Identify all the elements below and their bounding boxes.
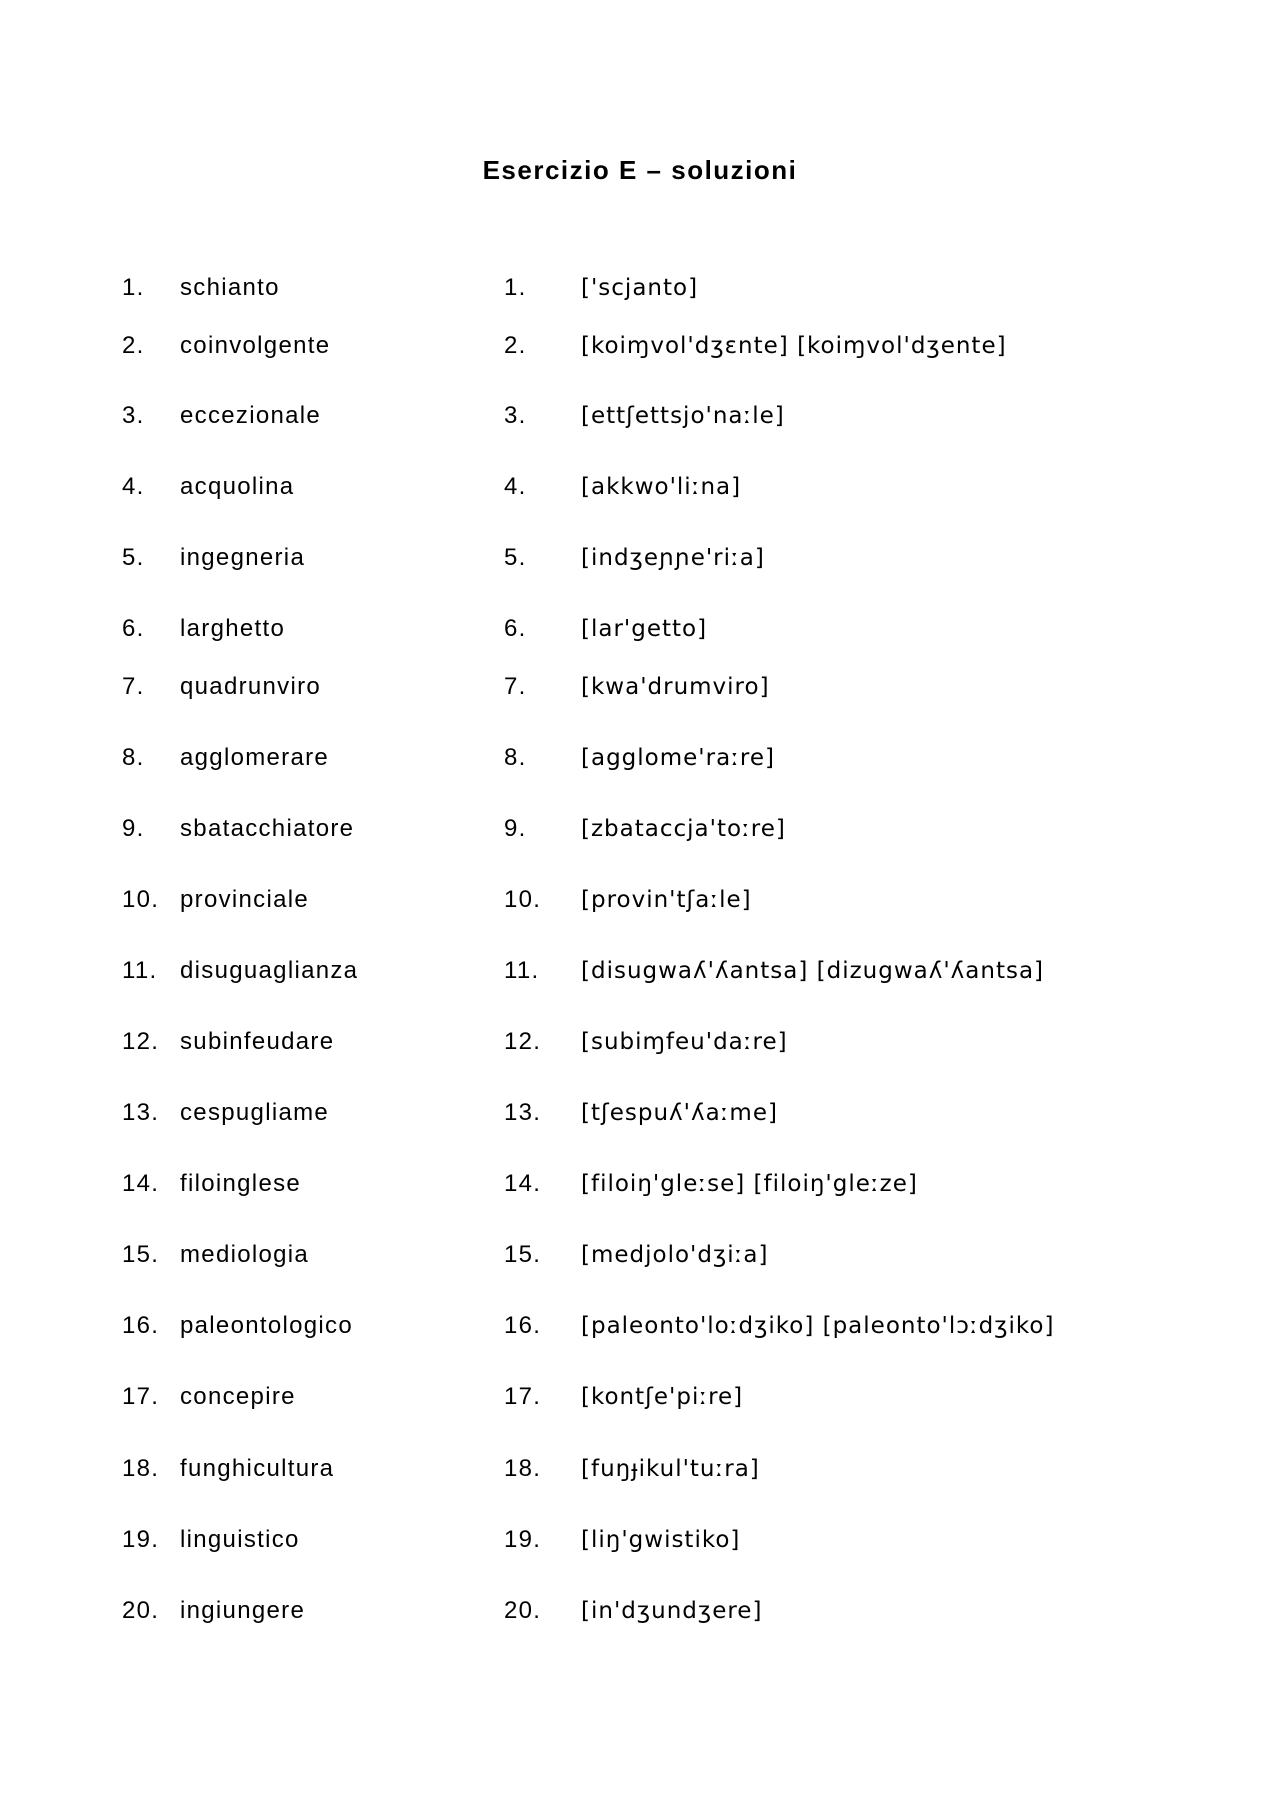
ipa-transcription: [koiɱvol'dʒɛnte] [koiɱvol'dʒente]	[581, 333, 1007, 359]
list-item	[0, 1308, 1280, 1344]
list-item	[0, 611, 1280, 647]
item-word: ingiungere	[180, 1597, 306, 1624]
solution-number: 1.	[504, 274, 527, 301]
item-number: 20.	[122, 1597, 160, 1624]
item-number: 17.	[122, 1383, 160, 1410]
solution-number: 14.	[504, 1170, 542, 1197]
solution-number: 5.	[504, 544, 527, 571]
ipa-transcription: [tʃespuʎ'ʎaːme]	[581, 1100, 778, 1126]
solution-number: 20.	[504, 1597, 542, 1624]
item-word: linguistico	[180, 1526, 300, 1553]
list-item	[0, 1095, 1280, 1131]
list-item	[0, 1379, 1280, 1415]
ipa-transcription: [fuŋɟikul'tuːra]	[581, 1456, 760, 1482]
list-item	[0, 1166, 1280, 1202]
ipa-transcription: [zbataccja'toːre]	[581, 816, 786, 842]
ipa-transcription: [filoiŋ'gleːse] [filoiŋ'gleːze]	[581, 1171, 918, 1197]
item-number: 4.	[122, 473, 145, 500]
item-word: paleontologico	[180, 1312, 353, 1339]
ipa-transcription: [ettʃettsjo'naːle]	[581, 403, 785, 429]
ipa-transcription: [lar'getto]	[581, 616, 708, 642]
item-word: cespugliame	[180, 1099, 330, 1126]
ipa-transcription: [kontʃe'piːre]	[581, 1384, 744, 1410]
item-word: eccezionale	[180, 402, 322, 429]
solution-number: 13.	[504, 1099, 542, 1126]
list-item	[0, 469, 1280, 505]
item-word: agglomerare	[180, 744, 330, 771]
item-number: 19.	[122, 1526, 160, 1553]
item-number: 16.	[122, 1312, 160, 1339]
item-word: provinciale	[180, 886, 310, 913]
item-word: sbatacchiatore	[180, 815, 355, 842]
ipa-transcription: [medjolo'dʒiːa]	[581, 1242, 769, 1268]
item-number: 7.	[122, 673, 145, 700]
solution-number: 2.	[504, 332, 527, 359]
item-number: 15.	[122, 1241, 160, 1268]
item-number: 1.	[122, 274, 145, 301]
item-word: larghetto	[180, 615, 286, 642]
solution-number: 9.	[504, 815, 527, 842]
ipa-transcription: [liŋ'gwistiko]	[581, 1527, 741, 1553]
ipa-transcription: ['scjanto]	[581, 275, 699, 301]
solution-number: 4.	[504, 473, 527, 500]
list-item	[0, 882, 1280, 918]
item-word: funghicultura	[180, 1455, 335, 1482]
solution-number: 8.	[504, 744, 527, 771]
list-item	[0, 1024, 1280, 1060]
solution-number: 17.	[504, 1383, 542, 1410]
list-item	[0, 398, 1280, 434]
item-number: 13.	[122, 1099, 160, 1126]
ipa-transcription: [kwa'drumviro]	[581, 674, 770, 700]
ipa-transcription: [in'dʒundʒere]	[581, 1598, 763, 1624]
solution-number: 19.	[504, 1526, 542, 1553]
item-number: 2.	[122, 332, 145, 359]
solution-number: 10.	[504, 886, 542, 913]
item-word: acquolina	[180, 473, 295, 500]
item-word: ingegneria	[180, 544, 306, 571]
list-item	[0, 1237, 1280, 1273]
solution-number: 16.	[504, 1312, 542, 1339]
ipa-transcription: [agglome'raːre]	[581, 745, 775, 771]
item-number: 8.	[122, 744, 145, 771]
solution-number: 18.	[504, 1455, 542, 1482]
list-item	[0, 270, 1280, 306]
item-number: 6.	[122, 615, 145, 642]
solution-number: 6.	[504, 615, 527, 642]
item-number: 9.	[122, 815, 145, 842]
item-number: 14.	[122, 1170, 160, 1197]
item-number: 11.	[122, 957, 158, 984]
solution-number: 3.	[504, 402, 527, 429]
list-item	[0, 328, 1280, 364]
item-word: mediologia	[180, 1241, 310, 1268]
solution-number: 12.	[504, 1028, 542, 1055]
ipa-transcription: [akkwo'liːna]	[581, 474, 742, 500]
ipa-transcription: [indʒeɲɲe'riːa]	[581, 545, 765, 571]
item-number: 12.	[122, 1028, 160, 1055]
page-title: Esercizio E – soluzioni	[482, 155, 798, 185]
item-word: quadrunviro	[180, 673, 322, 700]
item-number: 18.	[122, 1455, 160, 1482]
list-item	[0, 540, 1280, 576]
ipa-transcription: [provin'tʃaːle]	[581, 887, 752, 913]
ipa-transcription: [subiɱfeu'daːre]	[581, 1029, 788, 1055]
ipa-transcription: [paleonto'loːdʒiko] [paleonto'lɔːdʒiko]	[581, 1313, 1055, 1339]
list-item	[0, 811, 1280, 847]
solution-number: 11.	[504, 957, 540, 984]
item-word: concepire	[180, 1383, 296, 1410]
item-word: subinfeudare	[180, 1028, 335, 1055]
item-number: 5.	[122, 544, 145, 571]
solution-number: 15.	[504, 1241, 542, 1268]
item-word: filoinglese	[180, 1170, 302, 1197]
item-word: disuguaglianza	[180, 957, 359, 984]
item-number: 3.	[122, 402, 145, 429]
solution-number: 7.	[504, 673, 527, 700]
item-number: 10.	[122, 886, 160, 913]
ipa-transcription: [disugwaʎ'ʎantsa] [dizugwaʎ'ʎantsa]	[581, 958, 1045, 984]
list-item	[0, 953, 1280, 989]
list-item	[0, 1522, 1280, 1558]
item-word: coinvolgente	[180, 332, 331, 359]
list-item	[0, 1593, 1280, 1629]
list-item	[0, 740, 1280, 776]
item-word: schianto	[180, 274, 280, 301]
list-item	[0, 1451, 1280, 1487]
list-item	[0, 669, 1280, 705]
